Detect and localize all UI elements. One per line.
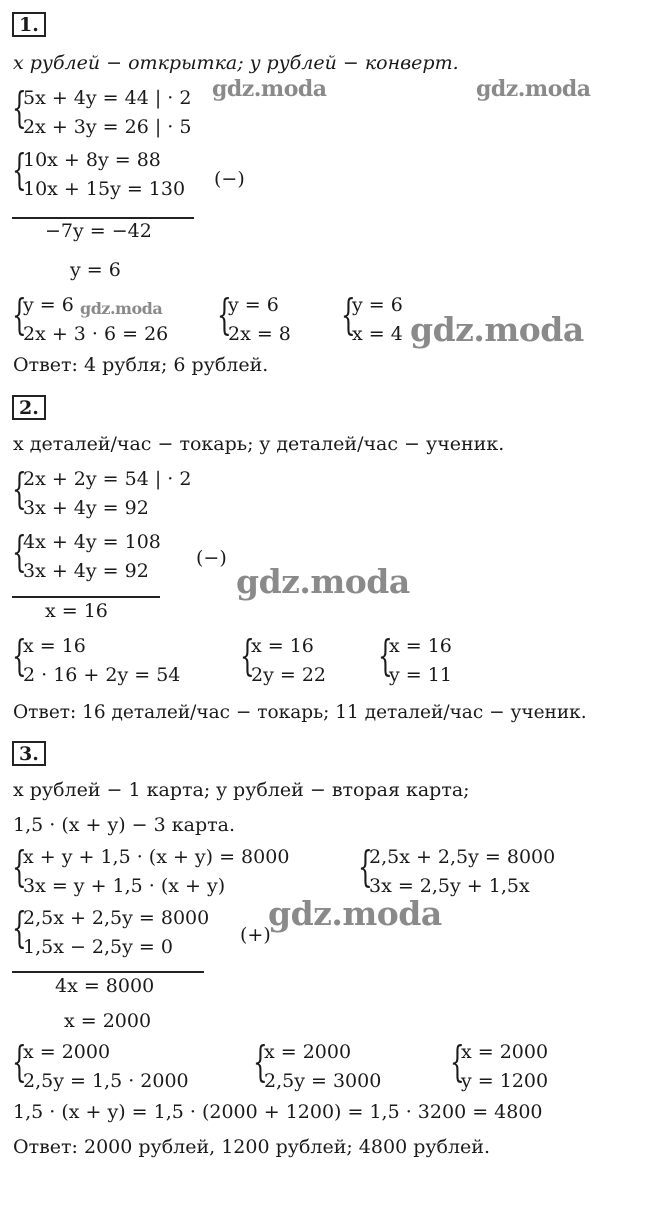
addition-line	[12, 971, 204, 973]
equation: 2,5y = 3000	[264, 1070, 382, 1092]
equation: x = 16	[389, 635, 452, 657]
brace-icon: {	[12, 1037, 27, 1086]
brace-icon: {	[217, 290, 232, 339]
task-3-calculation: 1,5 · (x + y) = 1,5 · (2000 + 1200) = 1,5 · 3200 = 4800	[13, 1101, 543, 1123]
equation: 1,5x − 2,5y = 0	[23, 936, 173, 958]
operation-label: (−)	[196, 547, 227, 569]
equation: 3x + 4y = 92	[23, 560, 149, 582]
equation: y = 6	[352, 294, 403, 316]
equation: 2,5x + 2,5y = 8000	[23, 907, 210, 929]
equation: 2x + 3 · 6 = 26	[23, 323, 169, 345]
watermark: gdz.moda	[80, 299, 163, 318]
brace-icon: {	[12, 83, 27, 132]
equation: 4x + 4y = 108	[23, 531, 161, 553]
brace-icon: {	[12, 145, 27, 194]
equation: 3x + 4y = 92	[23, 497, 149, 519]
task-2-number: 2.	[12, 395, 46, 420]
brace-icon: {	[12, 631, 27, 680]
equation: x + y + 1,5 · (x + y) = 8000	[23, 846, 290, 868]
task-3-intro-line-2: 1,5 · (x + y) − 3 карта.	[13, 814, 235, 836]
task-1-intro: x рублей − открытка; y рублей − конверт.	[13, 52, 459, 74]
equation: y = 6	[23, 294, 74, 316]
brace-icon: {	[240, 631, 255, 680]
task-1-answer: Ответ: 4 рубля; 6 рублей.	[13, 354, 269, 376]
equation: x = 16	[23, 635, 86, 657]
task-3-answer: Ответ: 2000 рублей, 1200 рублей; 4800 рублей.	[13, 1136, 490, 1158]
brace-icon: {	[12, 527, 27, 576]
sum-equation: 4x = 8000	[55, 975, 155, 997]
brace-icon: {	[12, 464, 27, 513]
equation: 2x = 8	[228, 323, 291, 345]
brace-icon: {	[12, 290, 27, 339]
task-1-number: 1.	[12, 12, 46, 37]
task-2-answer: Ответ: 16 деталей/час − токарь; 11 деталей/час − ученик.	[13, 702, 587, 723]
task-3-intro-line-1: x рублей − 1 карта; y рублей − вторая карта;	[13, 779, 470, 801]
equation: 2x + 3y = 26 | · 5	[23, 116, 192, 138]
subtraction-line	[12, 217, 194, 219]
equation: x = 2000	[23, 1041, 111, 1063]
equation: 10x + 15y = 130	[23, 178, 186, 200]
brace-icon: {	[253, 1037, 268, 1086]
equation: x = 4	[352, 323, 403, 345]
subtraction-line	[12, 596, 160, 598]
equation: y = 1200	[461, 1070, 549, 1092]
brace-icon: {	[12, 842, 27, 891]
watermark: gdz.moda	[212, 76, 327, 102]
brace-icon: {	[341, 290, 356, 339]
operation-label: (+)	[240, 924, 271, 946]
brace-icon: {	[378, 631, 393, 680]
equation: 3x = 2,5y + 1,5x	[369, 875, 530, 897]
operation-label: (−)	[214, 168, 245, 190]
equation: 2 · 16 + 2y = 54	[23, 664, 181, 686]
task-3-number: 3.	[12, 741, 46, 766]
equation: 3x = y + 1,5 · (x + y)	[23, 875, 226, 897]
brace-icon: {	[12, 903, 27, 952]
watermark: gdz.moda	[476, 76, 591, 102]
equation: y = 11	[389, 664, 452, 686]
watermark: gdz.moda	[410, 310, 584, 349]
result-equation: y = 6	[70, 259, 121, 281]
equation: 2,5x + 2,5y = 8000	[369, 846, 556, 868]
equation: x = 2000	[461, 1041, 549, 1063]
equation: 2x + 2y = 54 | · 2	[23, 468, 192, 490]
task-2-intro: x деталей/час − токарь; y деталей/час − ученик.	[13, 433, 505, 455]
result-equation: x = 2000	[64, 1010, 152, 1032]
watermark: gdz.moda	[268, 894, 442, 933]
equation: x = 16	[251, 635, 314, 657]
result-equation: x = 16	[45, 600, 108, 622]
equation: y = 6	[228, 294, 279, 316]
equation: 2y = 22	[251, 664, 326, 686]
brace-icon: {	[358, 842, 373, 891]
equation: 5x + 4y = 44 | · 2	[23, 87, 192, 109]
equation: 2,5y = 1,5 · 2000	[23, 1070, 189, 1092]
equation: x = 2000	[264, 1041, 352, 1063]
brace-icon: {	[450, 1037, 465, 1086]
equation: 10x + 8y = 88	[23, 149, 161, 171]
difference-equation: −7y = −42	[45, 220, 152, 242]
watermark: gdz.moda	[236, 562, 410, 601]
